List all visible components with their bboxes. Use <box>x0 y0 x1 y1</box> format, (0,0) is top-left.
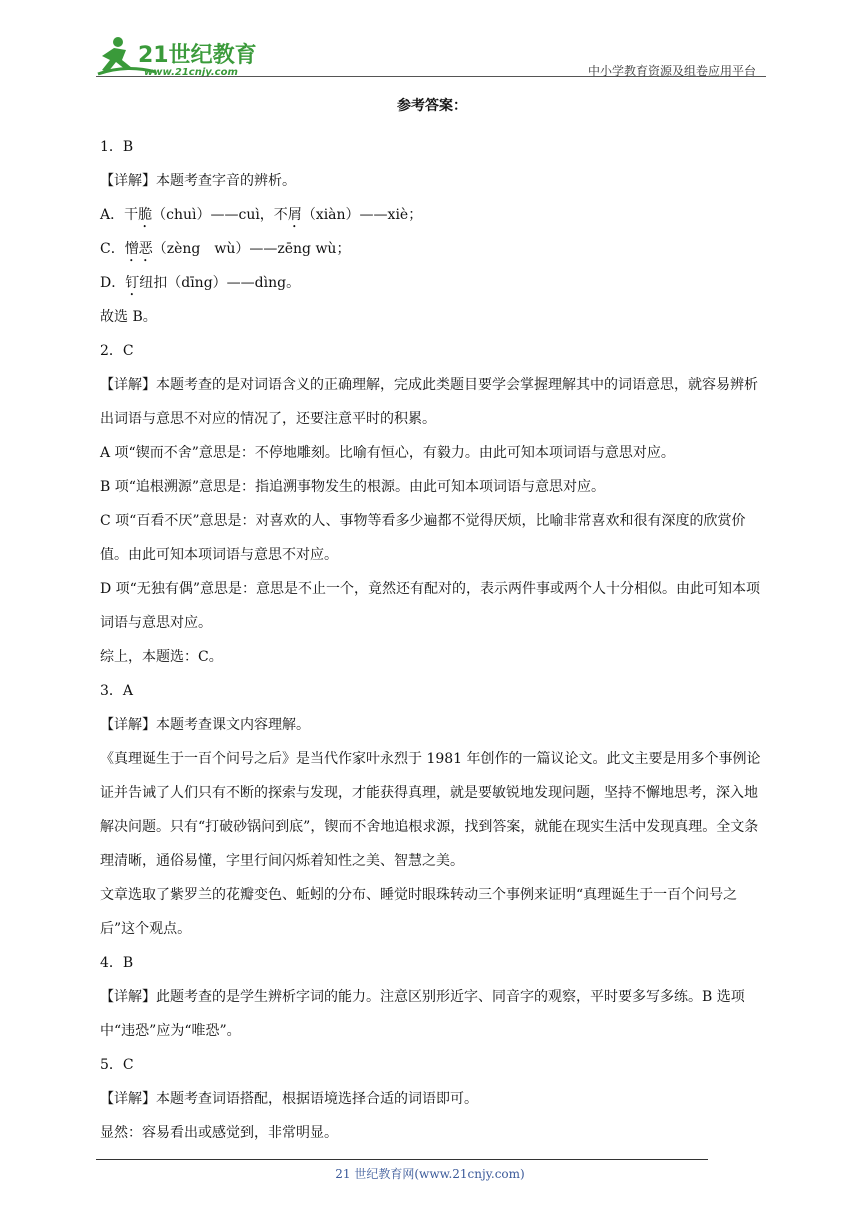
q1-option-d: D．钉纽扣（dīng）——dìng。 <box>100 275 301 291</box>
q1-option-a: A．干脆（chuì）——cuì，不屑（xiàn）——xiè； <box>100 207 423 223</box>
q3-answer: 3．A <box>100 683 134 699</box>
q3-paragraph-2: 文章选取了紫罗兰的花瓣变色、蚯蚓的分布、睡觉时眼珠转动三个事例来证明“真理诞生于一百个问号之后”这个观点。 <box>100 887 738 937</box>
q4-answer: 4．B <box>100 955 134 971</box>
q5-paragraph-1: 显然：容易看出或感觉到，非常明显。 <box>100 1125 338 1141</box>
footer-divider <box>96 1159 708 1160</box>
q1-conclusion: 故选 B。 <box>100 309 157 325</box>
q2-conclusion: 综上，本题选：C。 <box>100 649 223 665</box>
page-header <box>96 30 766 80</box>
q1-detail: 【详解】本题考查字音的辨析。 <box>100 173 296 189</box>
q2-answer: 2．C <box>100 343 134 359</box>
q5-answer: 5．C <box>100 1057 134 1073</box>
q2-item-d: D 项“无独有偶”意思是：意思是不止一个，竟然还有配对的，表示两件事或两个人十分相似。由此可知本项词语与意思对应。 <box>100 581 760 631</box>
answer-content <box>100 96 764 1150</box>
q2-item-b: B 项“追根溯源”意思是：指追溯事物发生的根源。由此可知本项词语与意思对应。 <box>100 479 606 495</box>
page-footer[interactable]: 21 世纪教育网(www.21cnjy.com) <box>335 1167 525 1181</box>
svg-text:www.21cnjy.com: www.21cnjy.com <box>144 67 238 78</box>
svg-text:21世纪教育: 21世纪教育 <box>138 43 257 68</box>
q2-detail: 【详解】本题考查的是对词语含义的正确理解，完成此类题目要学会掌握理解其中的词语意思，就容易辨析出词语与意思不对应的情况了，还要注意平时的积累。 <box>100 377 758 427</box>
q2-item-c: C 项“百看不厌”意思是：对喜欢的人、事物等看多少遍都不觉得厌烦，比喻非常喜欢和很有深度的欣赏价值。由此可知本项词语与意思不对应。 <box>100 513 746 563</box>
q1-option-c: C．憎恶（zèng wù）——zēng wù； <box>100 241 351 257</box>
q5-detail: 【详解】本题考查词语搭配，根据语境选择合适的词语即可。 <box>100 1091 478 1107</box>
logo <box>96 34 266 78</box>
q3-paragraph-1: 《真理诞生于一百个问号之后》是当代作家叶永烈于 1981 年创作的一篇议论文。此文主要是用多个事例论证并告诫了人们只有不断的探索与发现，才能获得真理，就是要敏锐地发现问题，坚持不懈地思考，深入地解决问题。只有“打破砂锅问到底”，锲而不舍地追根求源，找到答案，就能在现实生活中发现真理。全文条理清晰，通俗易懂，字里行间闪烁着知性之美、智慧之美。 <box>100 751 761 869</box>
q1-answer: 1．B <box>100 139 134 155</box>
header-divider <box>96 76 766 77</box>
logo-runner-icon <box>96 34 266 78</box>
platform-name: 中小学教育资源及组卷应用平台 <box>587 64 756 78</box>
q3-detail: 【详解】本题考查课文内容理解。 <box>100 717 310 733</box>
q2-item-a: A 项“锲而不舍”意思是：不停地雕刻。比喻有恒心，有毅力。由此可知本项词语与意思对应。 <box>100 445 675 461</box>
q4-detail: 【详解】此题考查的是学生辨析字词的能力。注意区别形近字、同音字的观察，平时要多写多练。B 选项中“违恐”应为“唯恐”。 <box>100 989 745 1039</box>
page-title: 参考答案： <box>397 98 467 114</box>
